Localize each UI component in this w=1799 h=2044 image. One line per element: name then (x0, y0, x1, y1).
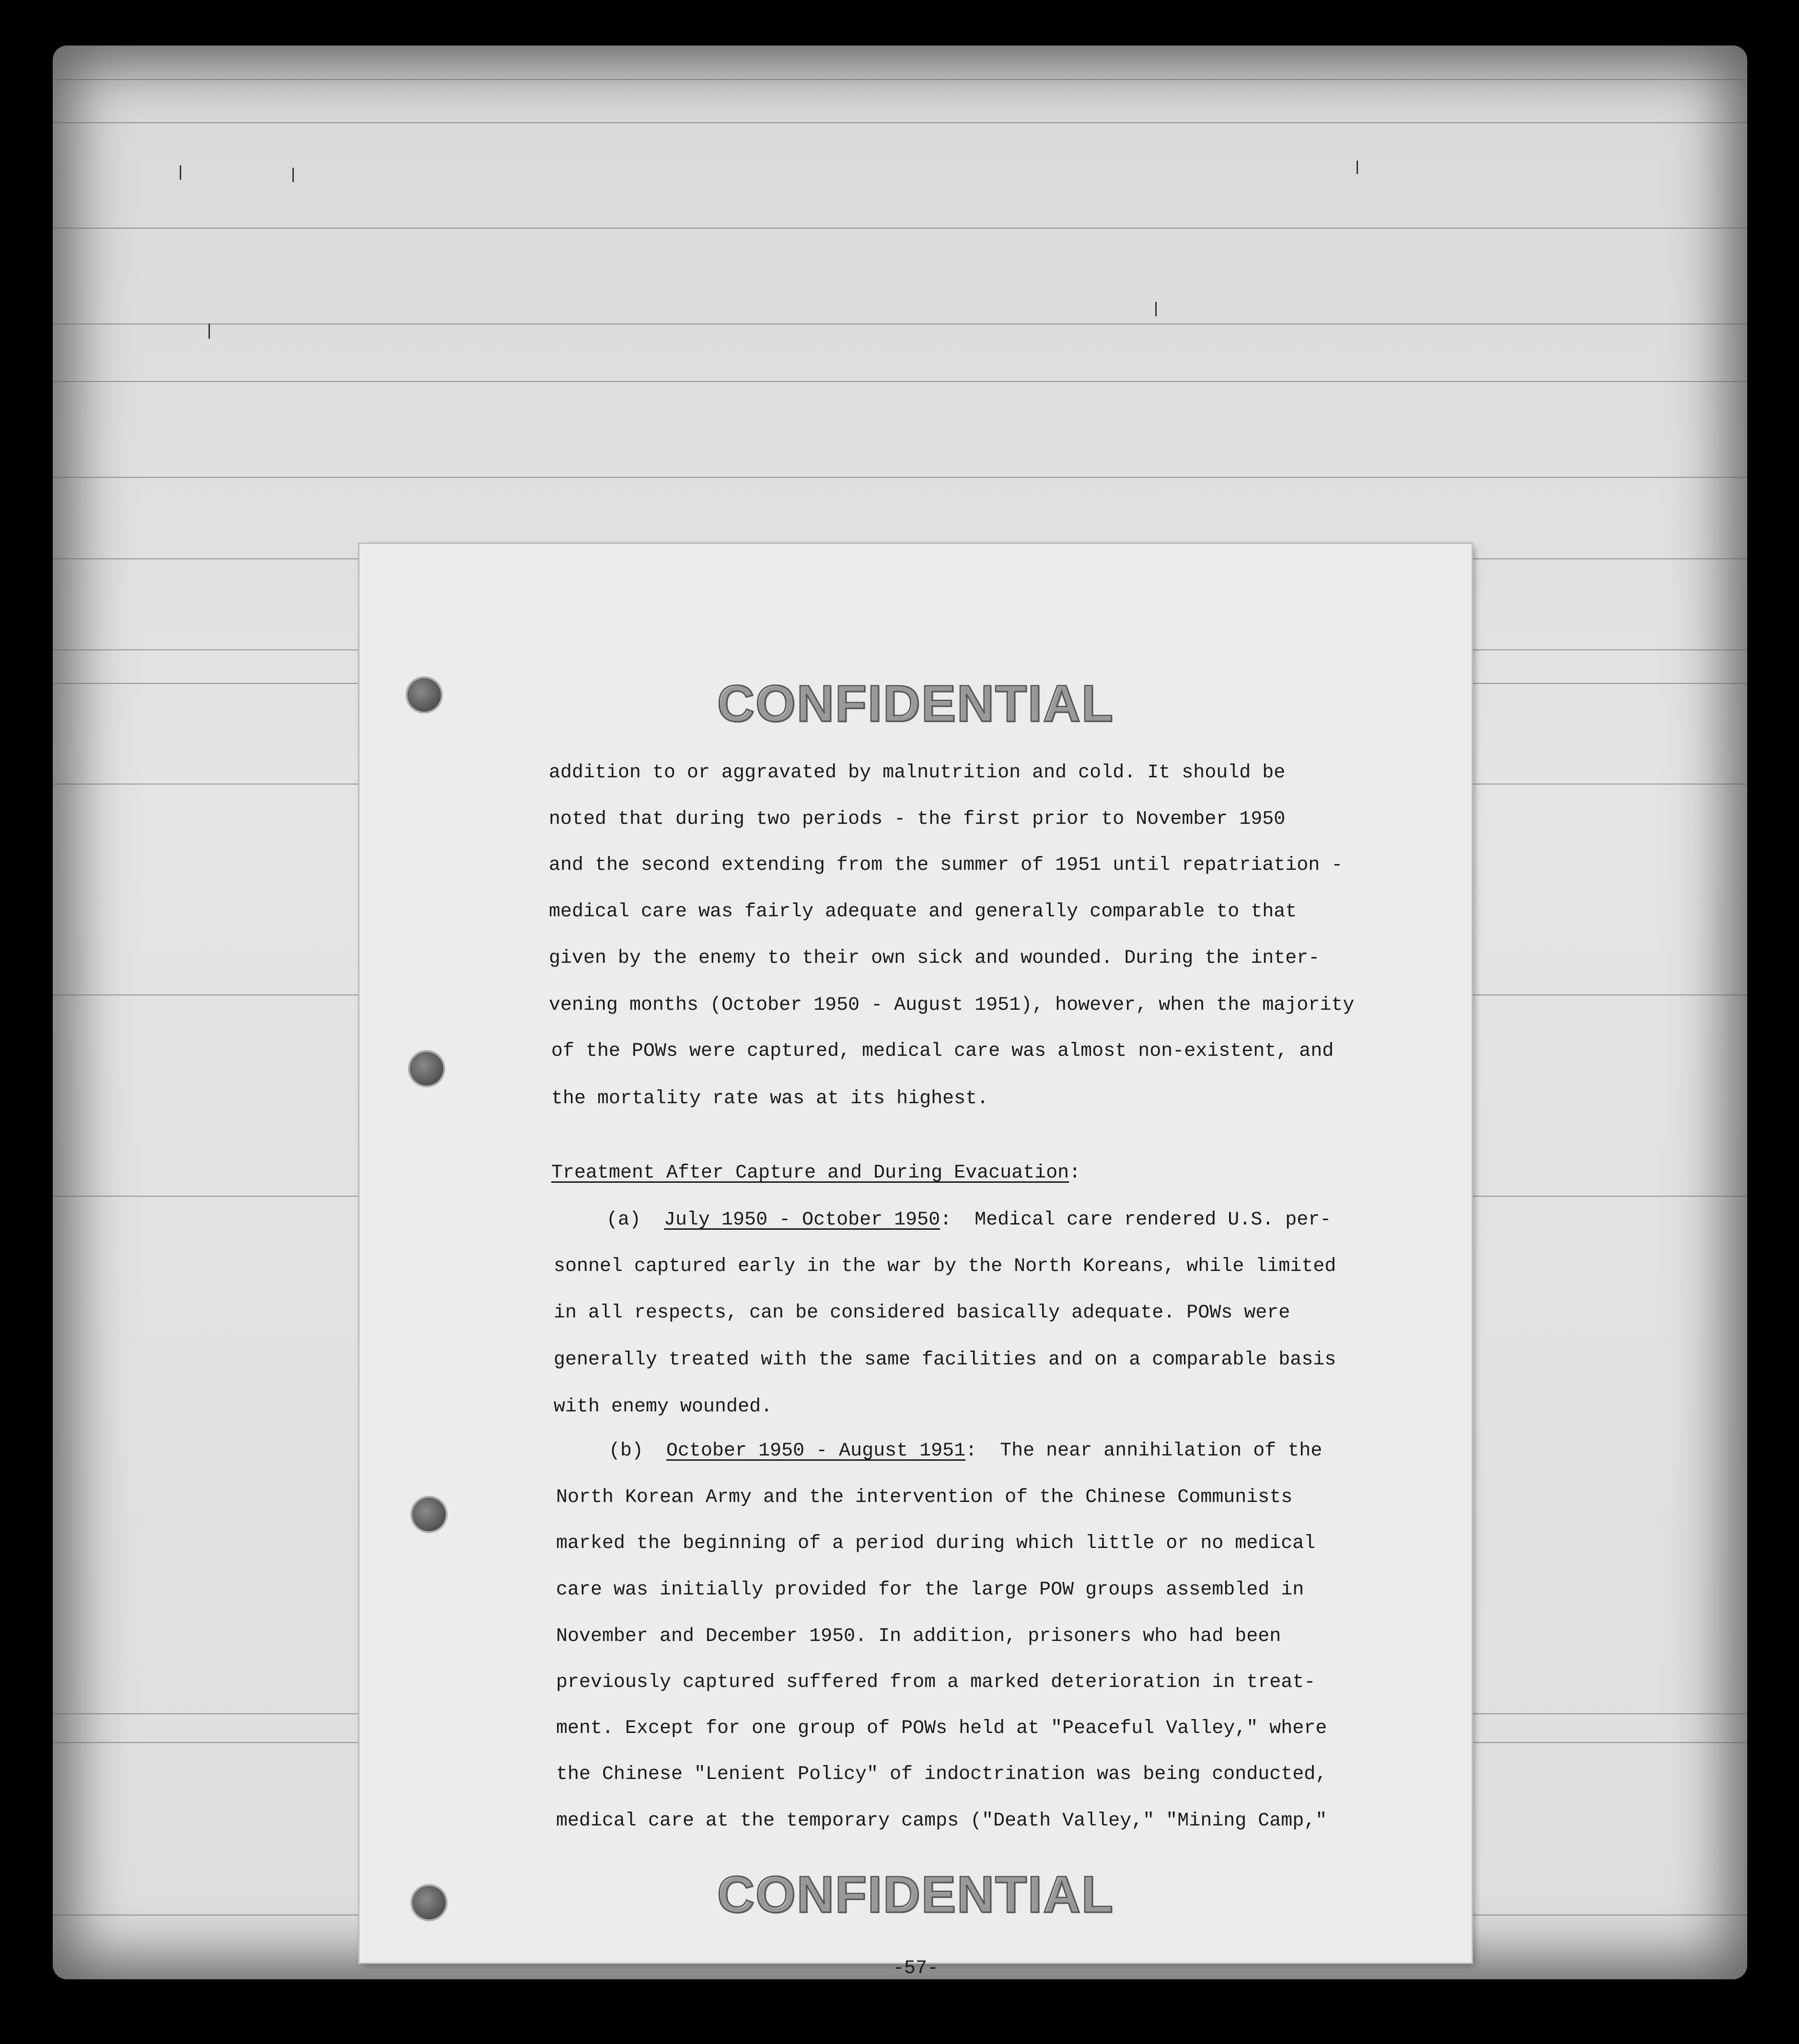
body-line: medical care was fairly adequate and generally comparable to that (549, 901, 1297, 923)
body-line: in all respects, can be considered basically adequate. POWs were (554, 1302, 1290, 1324)
binder-hole (410, 1052, 443, 1086)
document-body (549, 544, 1414, 1832)
scan-artifact-line (53, 79, 1747, 80)
body-line: November and December 1950. In addition, prisoners who had been (556, 1626, 1281, 1647)
body-line: and the second extending from the summer of 1951 until repatriation - (549, 855, 1343, 876)
body-line: the Chinese "Lenient Policy" of indoctrination was being conducted, (556, 1764, 1327, 1785)
binder-hole (412, 1498, 446, 1531)
scan-artifact-mark (1155, 302, 1157, 316)
body-line: medical care at the temporary camps ("Death Valley," "Mining Camp," (556, 1810, 1327, 1832)
section-heading (551, 1162, 1080, 1184)
section-heading-text: Treatment After Capture and During Evacuation (551, 1162, 1069, 1184)
section-b-period: October 1950 - August 1951 (666, 1440, 966, 1462)
scan-artifact-line (53, 323, 1747, 324)
scan-artifact-line (53, 381, 1747, 382)
body-line: with enemy wounded. (554, 1396, 773, 1418)
section-a-first-line (606, 1209, 1331, 1231)
body-line: vening months (October 1950 - August 1951), however, when the majority (549, 994, 1355, 1016)
section-b-label: (b) (609, 1440, 644, 1462)
body-line: addition to or aggravated by malnutrition and cold. It should be (549, 762, 1286, 784)
body-line: marked the beginning of a period during which little or no medical (556, 1533, 1316, 1554)
body-line: given by the enemy to their own sick and wounded. During the inter- (549, 947, 1320, 969)
section-a-period: July 1950 - October 1950 (664, 1209, 940, 1231)
body-line: the mortality rate was at its highest. (551, 1088, 989, 1109)
scan-artifact-line (53, 228, 1747, 229)
body-line: noted that during two periods - the first prior to November 1950 (549, 808, 1286, 830)
document-page (360, 544, 1472, 1979)
scan-frame (53, 46, 1747, 1979)
body-line: care was initially provided for the large POW groups assembled in (556, 1579, 1304, 1601)
section-a-first-line-rest: : Medical care rendered U.S. per- (940, 1209, 1332, 1231)
body-line: previously captured suffered from a marked deterioration in treat- (556, 1672, 1316, 1693)
body-line: sonnel captured early in the war by the North Koreans, while limited (554, 1256, 1336, 1277)
confidential-stamp-bottom: CONFIDENTIAL (717, 1865, 1114, 1923)
section-b-first-line-rest: : The near annihilation of the (965, 1440, 1323, 1462)
section-a-label: (a) (606, 1209, 641, 1231)
scan-artifact-mark (180, 165, 181, 180)
section-heading-colon: : (1069, 1162, 1081, 1184)
confidential-stamp-top: CONFIDENTIAL (717, 674, 1114, 732)
scan-artifact-mark (292, 168, 294, 182)
body-line: of the POWs were captured, medical care was almost non-existent, and (551, 1040, 1334, 1062)
scan-artifact-line (53, 122, 1747, 123)
section-b-first-line (609, 1440, 1322, 1462)
page-number: -57- (892, 1958, 939, 1979)
body-line: generally treated with the same facilities and on a comparable basis (554, 1349, 1336, 1371)
body-line: ment. Except for one group of POWs held at "Peaceful Valley," where (556, 1718, 1327, 1739)
scan-artifact-line (53, 477, 1747, 478)
body-line: North Korean Army and the intervention of the Chinese Communists (556, 1487, 1293, 1508)
scan-artifact-mark (209, 323, 210, 339)
scan-artifact-mark (1357, 161, 1358, 174)
